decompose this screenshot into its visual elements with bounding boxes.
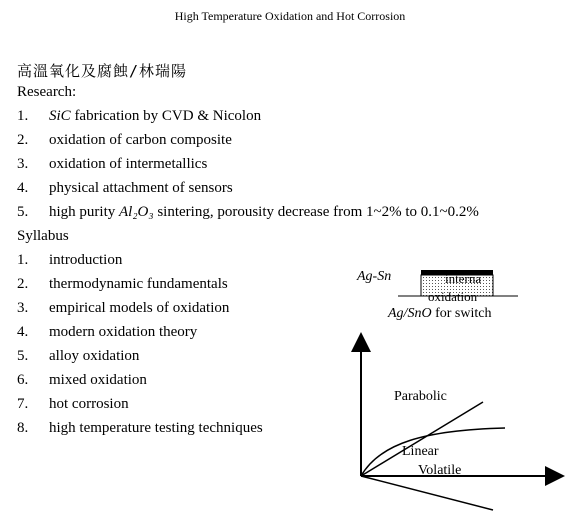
volatile-line <box>361 476 493 510</box>
research-item-number: 4. <box>17 180 29 196</box>
research-item-1 <box>49 108 261 125</box>
internal-label: interna <box>445 271 482 286</box>
research-item-number: 2. <box>17 132 29 148</box>
research-item-3: oxidation of intermetallics <box>49 156 208 172</box>
research-item-5-text: sintering, porousity decrease from 1~2% to 0.1~0.2% <box>153 204 479 220</box>
research-item-number: 3. <box>17 156 29 172</box>
oxidation-label: oxidation <box>428 289 478 304</box>
page-header: High Temperature Oxidation and Hot Corrosion <box>174 9 406 23</box>
switch-text: for switch <box>431 306 492 321</box>
parabolic-label: Parabolic <box>394 389 447 404</box>
research-item-5-prefix: high purity <box>49 204 119 220</box>
research-item-5 <box>49 204 479 221</box>
research-item-5-material: Al₂O₃ <box>119 204 154 220</box>
syllabus-item-7: hot corrosion <box>49 396 129 412</box>
syllabus-item-3: empirical models of oxidation <box>49 300 230 316</box>
research-item-number: 1. <box>17 108 29 124</box>
volatile-label: Volatile <box>418 463 462 478</box>
syllabus-item-number: 4. <box>17 324 29 340</box>
research-item-4: physical attachment of sensors <box>49 180 233 196</box>
research-item-1-text: fabrication by CVD & Nicolon <box>70 108 262 124</box>
syllabus-item-number: 1. <box>17 252 29 268</box>
research-heading: Research: <box>17 84 77 100</box>
syllabus-item-number: 5. <box>17 348 29 364</box>
syllabus-item-number: 6. <box>17 372 29 388</box>
switch-caption <box>388 306 491 322</box>
syllabus-item-4: modern oxidation theory <box>49 324 198 340</box>
alloy-label: Ag-Sn <box>357 269 392 284</box>
syllabus-item-8: high temperature testing techniques <box>49 420 263 436</box>
linear-label: Linear <box>402 444 439 459</box>
syllabus-item-number: 7. <box>17 396 29 412</box>
research-item-2: oxidation of carbon composite <box>49 132 232 148</box>
syllabus-item-number: 8. <box>17 420 29 436</box>
syllabus-item-5: alloy oxidation <box>49 348 140 364</box>
switch-material: Ag/SnO <box>388 306 432 321</box>
oxidation-kinetics-diagram <box>345 328 570 518</box>
syllabus-heading: Syllabus <box>17 228 69 244</box>
syllabus-item-number: 2. <box>17 276 29 292</box>
author-line: 高溫氧化及腐蝕/林瑞陽 <box>17 62 188 80</box>
syllabus-item-1: introduction <box>49 252 123 268</box>
syllabus-item-6: mixed oxidation <box>49 372 147 388</box>
syllabus-item-number: 3. <box>17 300 29 316</box>
research-item-number: 5. <box>17 204 29 220</box>
syllabus-item-2: thermodynamic fundamentals <box>49 276 228 292</box>
research-item-1-material: SiC <box>49 108 71 124</box>
